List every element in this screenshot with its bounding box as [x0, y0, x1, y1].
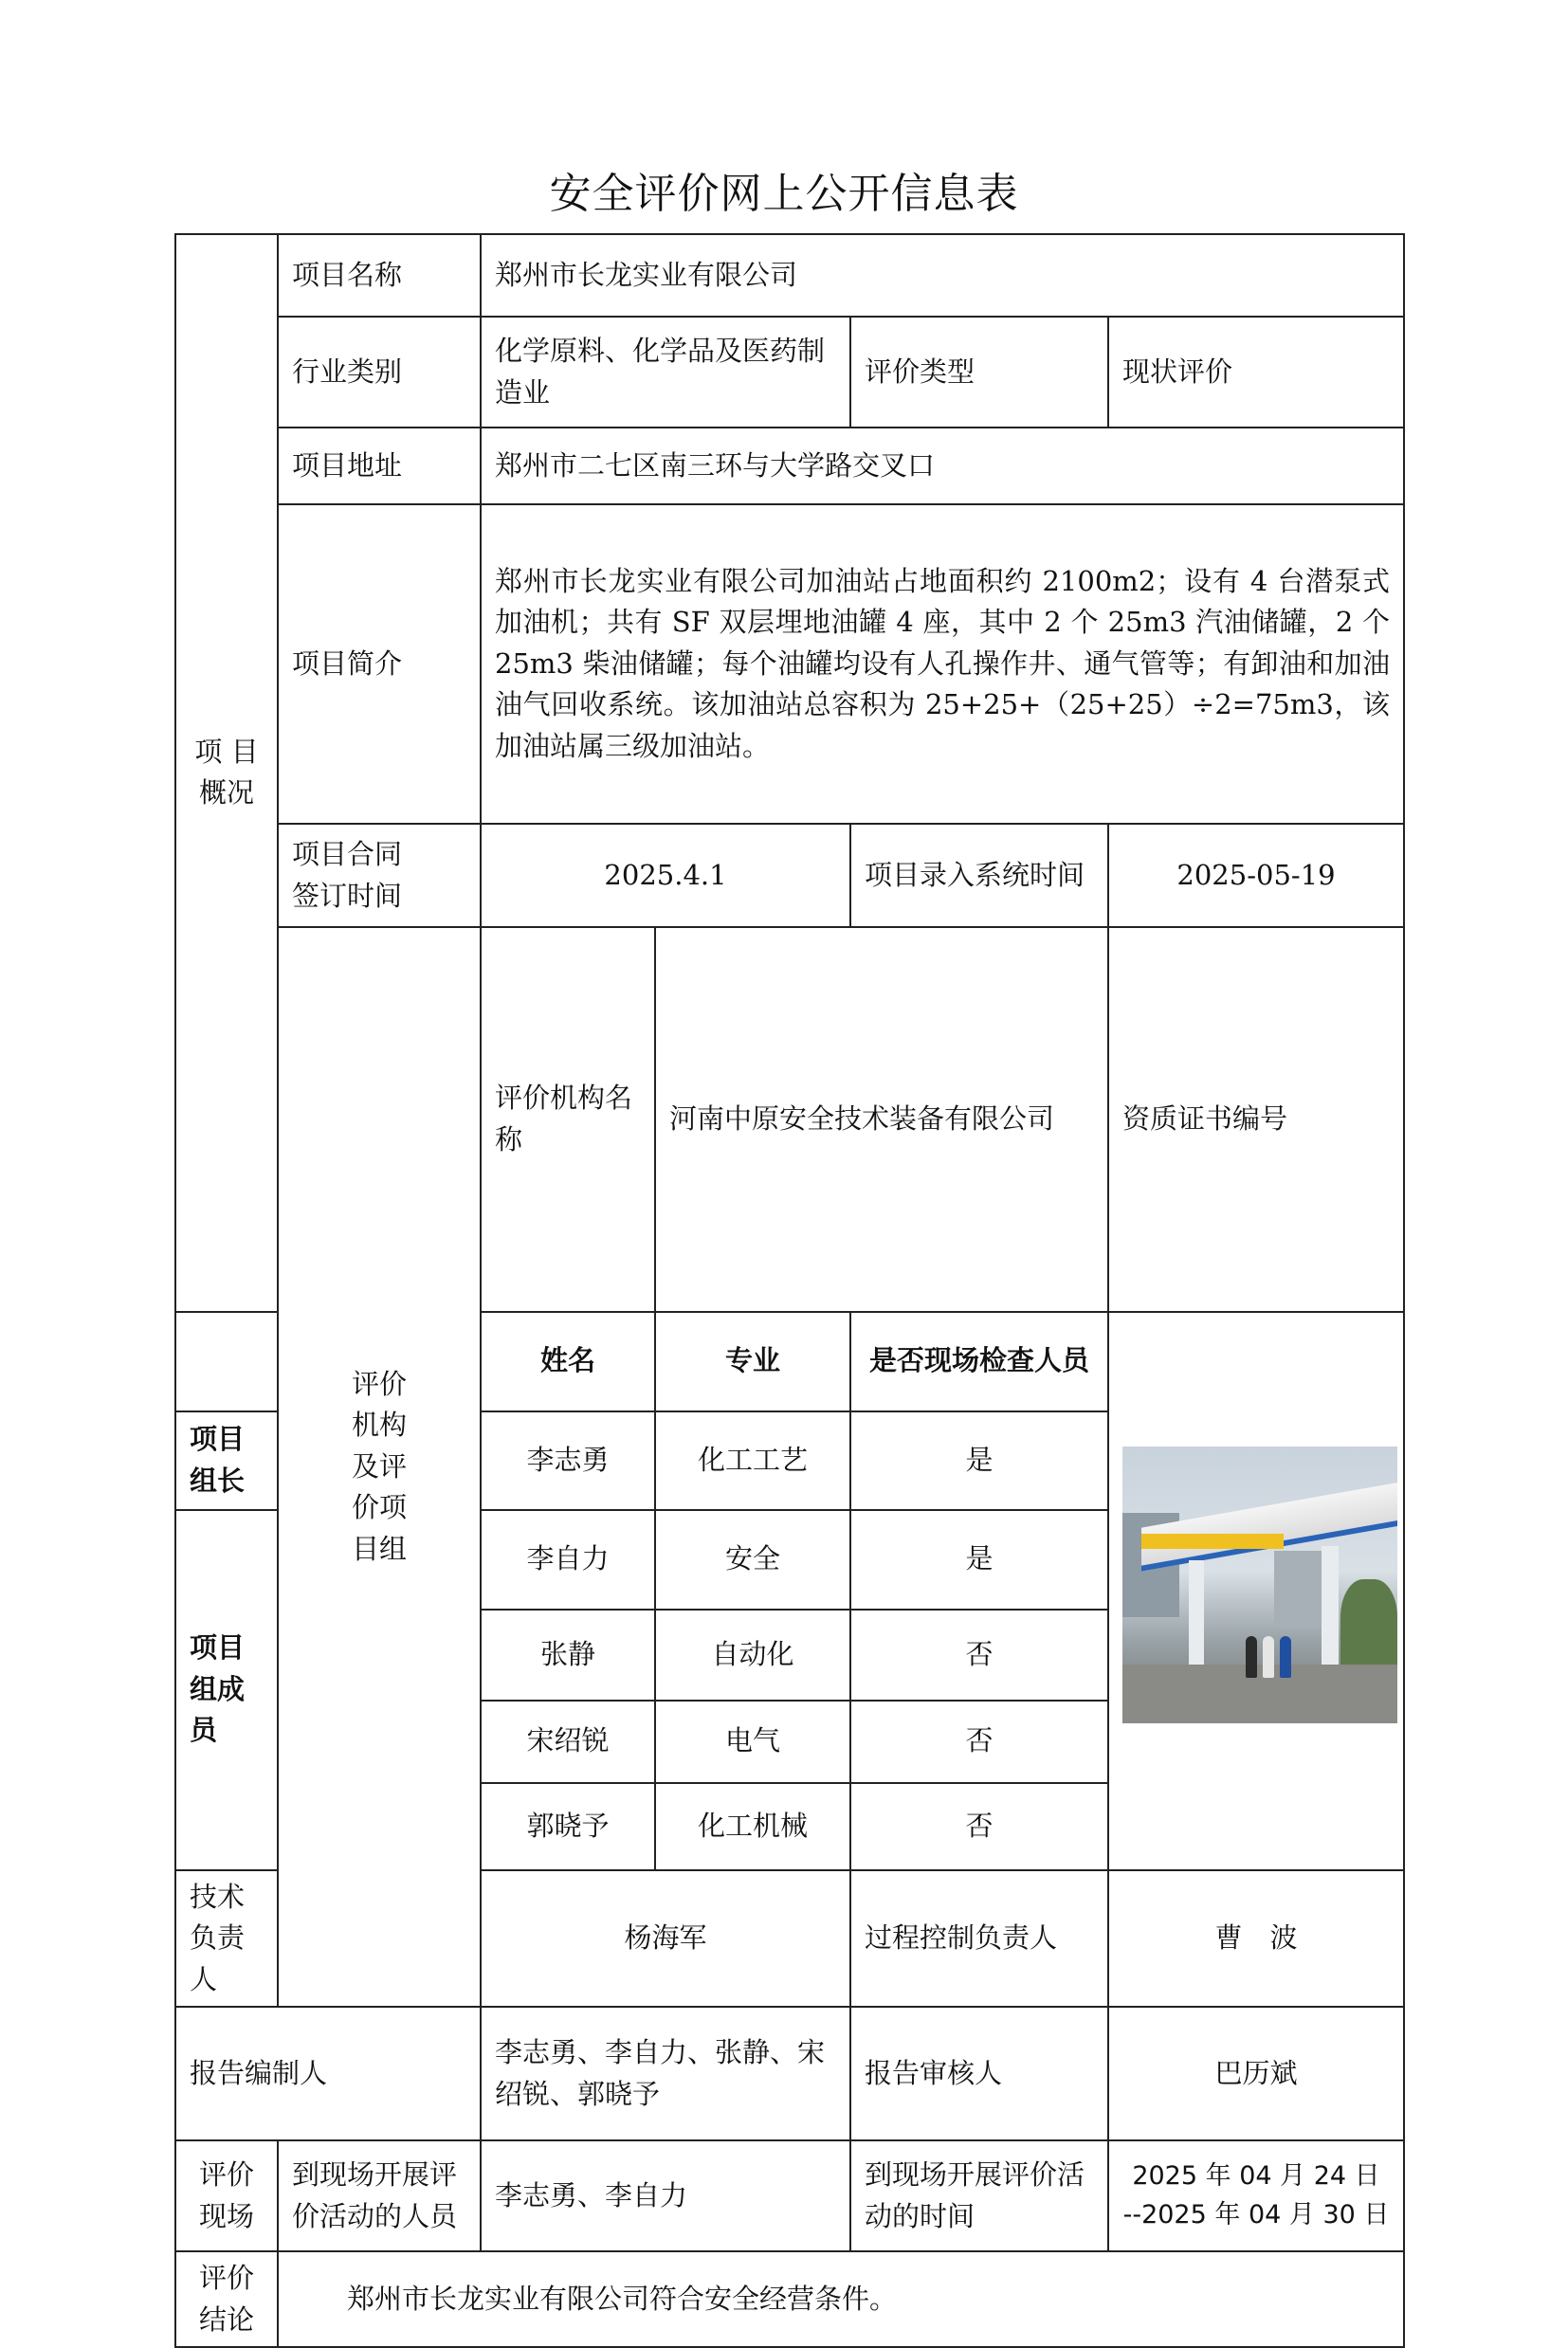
section-agency: 评价 机构 及评 价项 目组 [278, 927, 481, 2007]
project-intro: 郑州市长龙实业有限公司加油站占地面积约 2100m2；设有 4 台潜泵式加油机；共有 SF 双层埋地油罐 4 座，其中 2 个 25m3 汽油储罐，2 个 25m3 柴油储罐；每个油罐均设有人孔操作井、通气管等；有卸油和加油油气回收系统。该加油站总容积为 25+25+（25+25）÷2=75m3，该加油站属三级加油站。 [481, 504, 1404, 824]
process-lead-label: 过程控制负责人 [850, 1870, 1108, 2008]
site-time [1108, 2140, 1404, 2251]
document-title: 安全评价网上公开信息表 [549, 170, 1019, 218]
member-major: 电气 [655, 1701, 850, 1783]
row-site [175, 2140, 1404, 2251]
leader-onsite: 是 [850, 1411, 1108, 1510]
leader-label: 项目组长 [175, 1411, 278, 1510]
member-name: 宋绍锐 [481, 1701, 655, 1783]
contract-date-label: 项目合同 签订时间 [278, 824, 481, 927]
industry-label: 行业类别 [278, 317, 481, 428]
agency-name: 河南中原安全技术装备有限公司 [655, 927, 1108, 1312]
members-label: 项目组成员 [175, 1510, 278, 1870]
address-label: 项目地址 [278, 428, 481, 504]
entry-date: 2025-05-19 [1108, 824, 1404, 927]
team-header-blank [175, 1312, 278, 1411]
member-name: 张静 [481, 1610, 655, 1701]
reviewer-label: 报告审核人 [850, 2007, 1108, 2140]
leader-name: 李志勇 [481, 1411, 655, 1510]
compiler-label: 报告编制人 [175, 2007, 481, 2140]
section-conclusion: 评价 结论 [175, 2251, 278, 2347]
row-agency [175, 927, 1404, 1312]
header-major: 专业 [655, 1312, 850, 1411]
site-time-start: 2025 年 04 月 24 日 [1132, 2161, 1380, 2191]
project-name: 郑州市长龙实业有限公司 [481, 234, 1404, 317]
reviewer: 巴历斌 [1108, 2007, 1404, 2140]
eval-type-label: 评价类型 [850, 317, 1108, 428]
member-name: 李自力 [481, 1510, 655, 1610]
eval-type-value: 现状评价 [1108, 317, 1404, 428]
section-overview: 项 目 概况 [175, 234, 278, 1312]
row-address [175, 428, 1404, 504]
contract-date: 2025.4.1 [481, 824, 850, 927]
row-intro [175, 504, 1404, 824]
row-industry [175, 317, 1404, 428]
header-onsite: 是否现场检查人员 [850, 1312, 1108, 1411]
section-site: 评价 现场 [175, 2140, 278, 2251]
compilers: 李志勇、李自力、张静、宋绍锐、郭晓予 [481, 2007, 850, 2140]
tech-lead: 杨海军 [481, 1870, 850, 2008]
site-time-label: 到现场开展评价活动的时间 [850, 2140, 1108, 2251]
row-project-name [175, 234, 1404, 317]
conclusion-text: 郑州市长龙实业有限公司符合安全经营条件。 [278, 2251, 1404, 2347]
header-name: 姓名 [481, 1312, 655, 1411]
site-photo-cell [1108, 1312, 1404, 1870]
info-table [174, 233, 1405, 2348]
project-name-label: 项目名称 [278, 234, 481, 317]
industry-value: 化学原料、化学品及医药制造业 [481, 317, 850, 428]
cert-label: 资质证书编号 [1108, 927, 1404, 1312]
leader-major: 化工工艺 [655, 1411, 850, 1510]
entry-date-label: 项目录入系统时间 [850, 824, 1108, 927]
member-name: 郭晓予 [481, 1783, 655, 1870]
agency-name-label: 评价机构名称 [481, 927, 655, 1312]
site-photo [1122, 1447, 1397, 1723]
site-people-label: 到现场开展评价活动的人员 [278, 2140, 481, 2251]
member-major: 化工机械 [655, 1783, 850, 1870]
member-onsite: 是 [850, 1510, 1108, 1610]
tech-lead-label: 技术负责人 [175, 1870, 278, 2008]
address-value: 郑州市二七区南三环与大学路交叉口 [481, 428, 1404, 504]
site-people: 李志勇、李自力 [481, 2140, 850, 2251]
row-conclusion [175, 2251, 1404, 2347]
process-lead: 曹 波 [1108, 1870, 1404, 2008]
row-report [175, 2007, 1404, 2140]
member-major: 自动化 [655, 1610, 850, 1701]
row-dates [175, 824, 1404, 927]
member-onsite: 否 [850, 1610, 1108, 1701]
member-onsite: 否 [850, 1701, 1108, 1783]
intro-label: 项目简介 [278, 504, 481, 824]
member-major: 安全 [655, 1510, 850, 1610]
member-onsite: 否 [850, 1783, 1108, 1870]
site-time-end: --2025 年 04 月 30 日 [1122, 2199, 1390, 2230]
